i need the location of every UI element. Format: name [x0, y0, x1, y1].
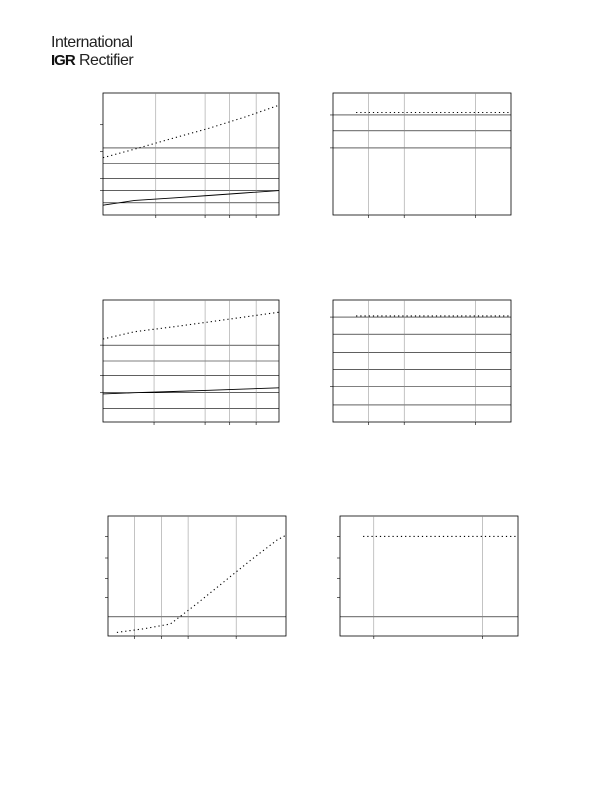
chart-3: [100, 300, 279, 425]
chart-frame: [333, 300, 511, 422]
series-line-dotted: [117, 535, 286, 632]
chart-frame: [333, 93, 511, 215]
logo-line-international: International: [51, 34, 133, 51]
chart-frame: [340, 516, 518, 636]
series-line-dotted: [103, 105, 279, 158]
chart-1: [100, 93, 279, 218]
logo-line-rectifier: Rectifier: [79, 52, 134, 69]
chart-6: [337, 516, 518, 639]
series-line-dotted: [103, 312, 279, 339]
chart-2: [330, 93, 511, 218]
chart-5: [105, 516, 286, 639]
chart-4: [330, 300, 511, 425]
logo-mark-igr: IGR: [51, 52, 75, 69]
